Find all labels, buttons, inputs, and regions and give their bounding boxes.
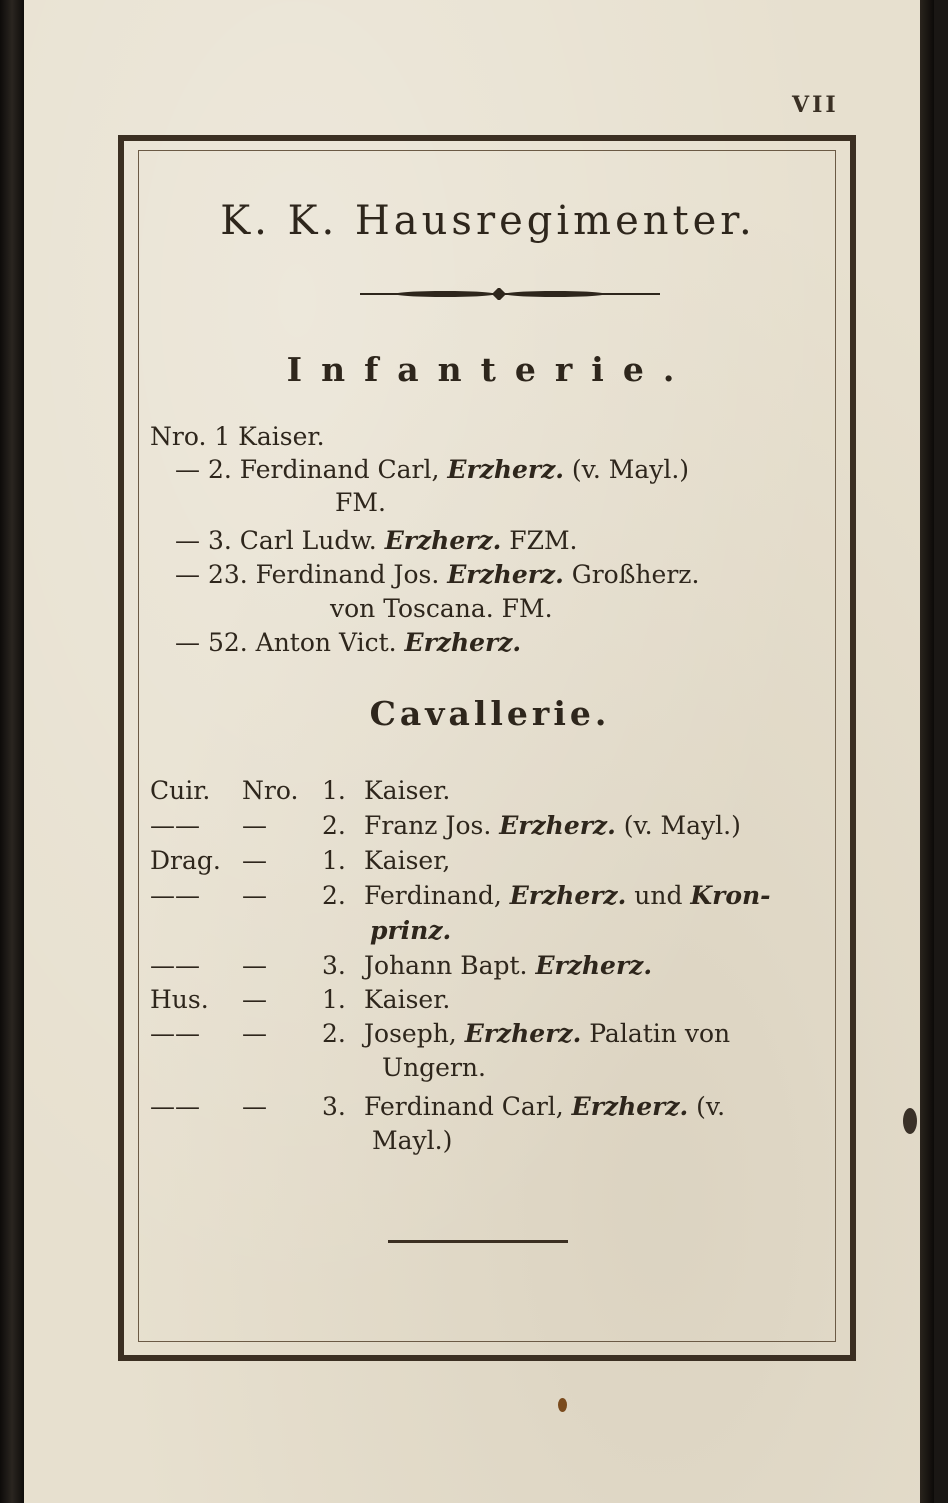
cav-line-1-number: 1. bbox=[322, 776, 346, 805]
cav-line-2 bbox=[150, 811, 741, 840]
cav-line-3-text: Kaiser, bbox=[364, 846, 451, 875]
inf-line-2-title: Erzherz. bbox=[447, 455, 564, 484]
inf-line-2 bbox=[175, 455, 689, 484]
cav-line-1-nro: Nro. bbox=[242, 776, 299, 805]
inf-line-5-text: — 23. Ferdinand Jos. bbox=[175, 560, 448, 589]
cav-line-10-title: Erzherz. bbox=[571, 1092, 689, 1121]
cav-line-4 bbox=[150, 881, 771, 910]
cav-line-8 bbox=[150, 1019, 730, 1048]
cav-line-8-number: 2. bbox=[322, 1019, 346, 1048]
cav-line-8-title: Erzherz. bbox=[464, 1019, 582, 1048]
cav-line-6 bbox=[150, 951, 652, 980]
cav-line-2-number: 2. bbox=[322, 811, 346, 840]
cav-line-4-number: 2. bbox=[322, 881, 346, 910]
inf-line-4-title: Erzherz. bbox=[384, 526, 502, 555]
inf-line-7-text: — 52. Anton Vict. bbox=[175, 628, 405, 657]
cav-line-6-text: Johann Bapt. bbox=[364, 951, 536, 980]
inf-line-6-text: von Toscana. FM. bbox=[330, 594, 553, 623]
cav-line-5-title: prinz. bbox=[370, 916, 452, 945]
cav-line-6-nro: — bbox=[242, 951, 267, 980]
cav-line-8-nro: — bbox=[242, 1019, 267, 1048]
inf-line-2-suffix: (v. Mayl.) bbox=[563, 455, 690, 484]
book-spine bbox=[0, 0, 24, 1503]
inf-line-6 bbox=[330, 594, 553, 623]
page-edge bbox=[920, 0, 934, 1503]
ornamental-rule bbox=[360, 288, 660, 300]
infanterie-heading: Infanterie. bbox=[286, 350, 694, 389]
cav-line-1-text: Kaiser. bbox=[364, 776, 451, 805]
inf-line-3-text: FM. bbox=[335, 488, 386, 517]
cavallerie-heading: Cavallerie. bbox=[369, 694, 611, 733]
inf-line-1 bbox=[150, 422, 325, 451]
cav-line-8-branch: —— bbox=[150, 1019, 200, 1048]
cav-line-7-branch: Hus. bbox=[150, 985, 209, 1014]
inf-line-4-suffix: FZM. bbox=[501, 526, 578, 555]
cav-line-2-title: Erzherz. bbox=[499, 811, 616, 840]
cav-line-4-branch: —— bbox=[150, 881, 200, 910]
cav-line-10-text: Ferdinand Carl, bbox=[364, 1092, 572, 1121]
cav-line-10-branch: —— bbox=[150, 1092, 200, 1121]
cav-line-4-title-2: Kron- bbox=[690, 881, 771, 910]
inf-line-5-title: Erzherz. bbox=[447, 560, 564, 589]
inf-line-7 bbox=[175, 628, 521, 657]
closing-rule bbox=[388, 1240, 568, 1243]
cav-line-10-number: 3. bbox=[322, 1092, 346, 1121]
cav-line-7 bbox=[150, 985, 450, 1014]
cav-line-2-suffix: (v. Mayl.) bbox=[615, 811, 741, 840]
cav-line-2-branch: —— bbox=[150, 811, 200, 840]
page-number: VII bbox=[792, 92, 839, 118]
cav-line-7-number: 1. bbox=[322, 985, 346, 1014]
cav-line-8-suffix: Palatin von bbox=[581, 1019, 731, 1048]
inf-line-3 bbox=[335, 488, 386, 517]
cav-line-9-text: Ungern. bbox=[382, 1053, 486, 1082]
cav-line-11-text: Mayl.) bbox=[372, 1126, 453, 1155]
cav-line-3 bbox=[150, 846, 450, 875]
cav-line-10-nro: — bbox=[242, 1092, 267, 1121]
cav-line-6-number: 3. bbox=[322, 951, 346, 980]
cav-line-7-nro: — bbox=[242, 985, 267, 1014]
inf-line-4-text: — 3. Carl Ludw. bbox=[175, 526, 385, 555]
cav-line-6-title: Erzherz. bbox=[535, 951, 653, 980]
cav-line-2-nro: — bbox=[242, 811, 267, 840]
cav-line-5 bbox=[370, 916, 451, 945]
cav-line-3-number: 1. bbox=[322, 846, 346, 875]
cav-line-3-nro: — bbox=[242, 846, 267, 875]
page-title: K. K. Hausregimenter. bbox=[220, 198, 756, 244]
inner-frame-border bbox=[138, 150, 836, 1342]
cav-line-11 bbox=[372, 1126, 452, 1155]
cav-line-3-branch: Drag. bbox=[150, 846, 221, 875]
ink-spot bbox=[558, 1398, 567, 1412]
cav-line-4-nro: — bbox=[242, 881, 267, 910]
inf-line-7-title: Erzherz. bbox=[404, 628, 522, 657]
cav-line-4-title: Erzherz. bbox=[509, 881, 627, 910]
inf-line-4 bbox=[175, 526, 578, 555]
cav-line-1 bbox=[150, 776, 450, 805]
cav-line-9 bbox=[382, 1053, 486, 1082]
cav-line-10-suffix: (v. bbox=[688, 1092, 726, 1121]
margin-smudge bbox=[903, 1108, 917, 1134]
cav-line-1-branch: Cuir. bbox=[150, 776, 211, 805]
cav-line-7-text: Kaiser. bbox=[364, 985, 451, 1014]
cav-line-10 bbox=[150, 1092, 725, 1121]
cav-line-2-text: Franz Jos. bbox=[364, 811, 500, 840]
cav-line-6-branch: —— bbox=[150, 951, 200, 980]
cav-line-8-text: Joseph, bbox=[364, 1019, 465, 1048]
inf-line-5 bbox=[175, 560, 699, 589]
cav-line-4-text: Ferdinand, bbox=[364, 881, 510, 910]
cav-line-4-connector: und bbox=[626, 881, 691, 910]
inf-line-5-suffix: Großherz. bbox=[563, 560, 700, 589]
inf-line-1-text: Nro. 1 Kaiser. bbox=[150, 422, 325, 451]
inf-line-2-text: — 2. Ferdinand Carl, bbox=[175, 455, 448, 484]
